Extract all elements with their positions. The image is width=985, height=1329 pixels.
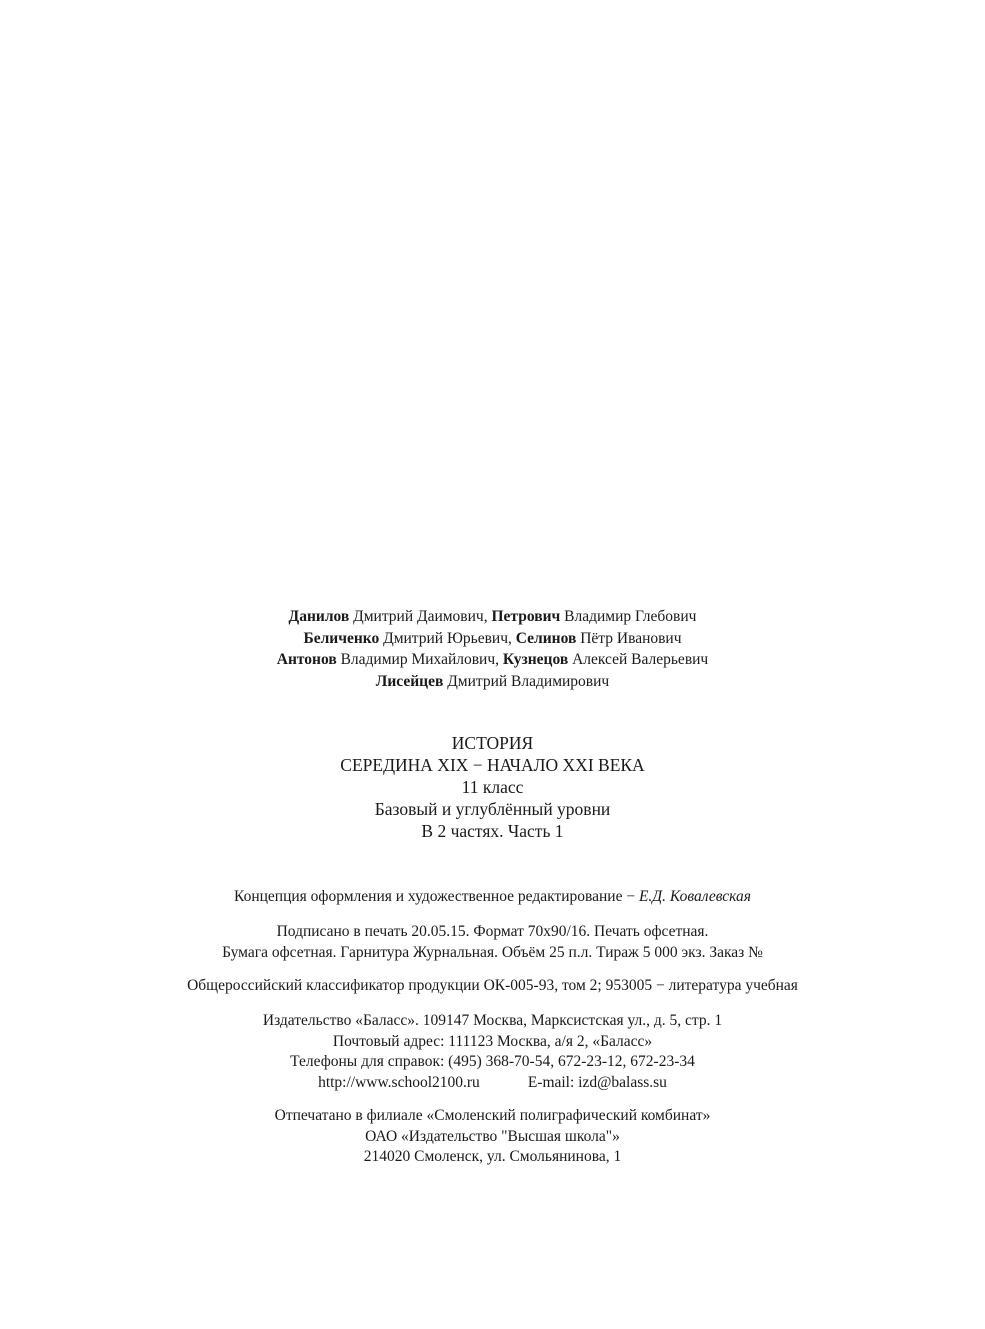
publisher-phones: Телефоны для справок: (495) 368-70-54, 672-23-12, 672-23-34: [290, 1053, 695, 1070]
design-concept: [0, 887, 985, 908]
printer-info: [0, 1106, 985, 1168]
printer-line-2: ОАО «Издательство "Высшая школа"»: [365, 1127, 620, 1145]
author-name: Пётр Иванович: [580, 629, 682, 647]
author-separator: ,: [508, 629, 516, 647]
author-surname: Беличенко: [303, 629, 380, 647]
product-classifier: [0, 976, 985, 997]
author-name: Владимир Глебович: [564, 608, 697, 625]
author-surname: Данилов: [288, 608, 350, 625]
concept-editor: Е.Д. Ковалевская: [638, 888, 751, 905]
author-separator: ,: [483, 608, 492, 625]
title-parts: В 2 частях. Часть 1: [421, 821, 564, 841]
author-name: Алексей Валерьевич: [572, 651, 709, 668]
title-grade: 11 класс: [461, 777, 524, 797]
author-name: Дмитрий Владимирович: [447, 672, 610, 690]
print-signed: Подписано в печать 20.05.15. Формат 70х90/16. Печать офсетная.: [276, 923, 709, 940]
authors-list: [0, 606, 985, 692]
printer-line-3: 214020 Смоленск, ул. Смольянинова, 1: [363, 1148, 622, 1165]
publisher-info: [0, 1011, 985, 1093]
authors-line-2: [0, 628, 985, 650]
author-name: Дмитрий Юрьевич: [383, 629, 509, 647]
authors-line-4: [0, 671, 985, 693]
authors-line-3: [0, 649, 985, 671]
author-name: Дмитрий Даимович: [353, 608, 484, 625]
publisher-postal: Почтовый адрес: 111123 Москва, а/я 2, «Баласс»: [332, 1032, 653, 1050]
authors-line-1: [0, 606, 985, 628]
print-paper: Бумага офсетная. Гарнитура Журнальная. Объём 25 п.л. Тираж 5 000 экз. Заказ №: [222, 943, 763, 961]
printer-line-1: Отпечатано в филиале «Смоленский полиграфический комбинат»: [274, 1107, 711, 1124]
title-period: СЕРЕДИНА XIX − НАЧАЛО XXI ВЕКА: [340, 755, 645, 775]
publisher-email: E-mail: izd@balass.su: [527, 1073, 667, 1091]
book-title: [0, 732, 985, 842]
author-surname: Антонов: [276, 651, 337, 668]
author-surname: Лисейцев: [375, 672, 444, 690]
author-surname: Кузнецов: [502, 651, 569, 668]
title-levels: Базовый и углублённый уровни: [374, 799, 611, 819]
publisher-website: http://www.school2100.ru: [318, 1073, 480, 1091]
concept-text: Концепция оформления и художественное редактирование −: [234, 888, 639, 905]
author-surname: Селинов: [515, 629, 577, 647]
publisher-contacts: [0, 1073, 985, 1094]
title-subject: ИСТОРИЯ: [451, 733, 534, 753]
publisher-address: Издательство «Баласс». 109147 Москва, Марксистская ул., д. 5, стр. 1: [262, 1012, 723, 1029]
print-info: [0, 922, 985, 963]
classifier-text: Общероссийский классификатор продукции ОК-005-93, том 2; 953005 − литература учебная: [187, 977, 798, 994]
author-separator: ,: [495, 651, 503, 668]
author-surname: Петрович: [491, 608, 561, 625]
author-name: Владимир Михайлович: [340, 651, 496, 668]
